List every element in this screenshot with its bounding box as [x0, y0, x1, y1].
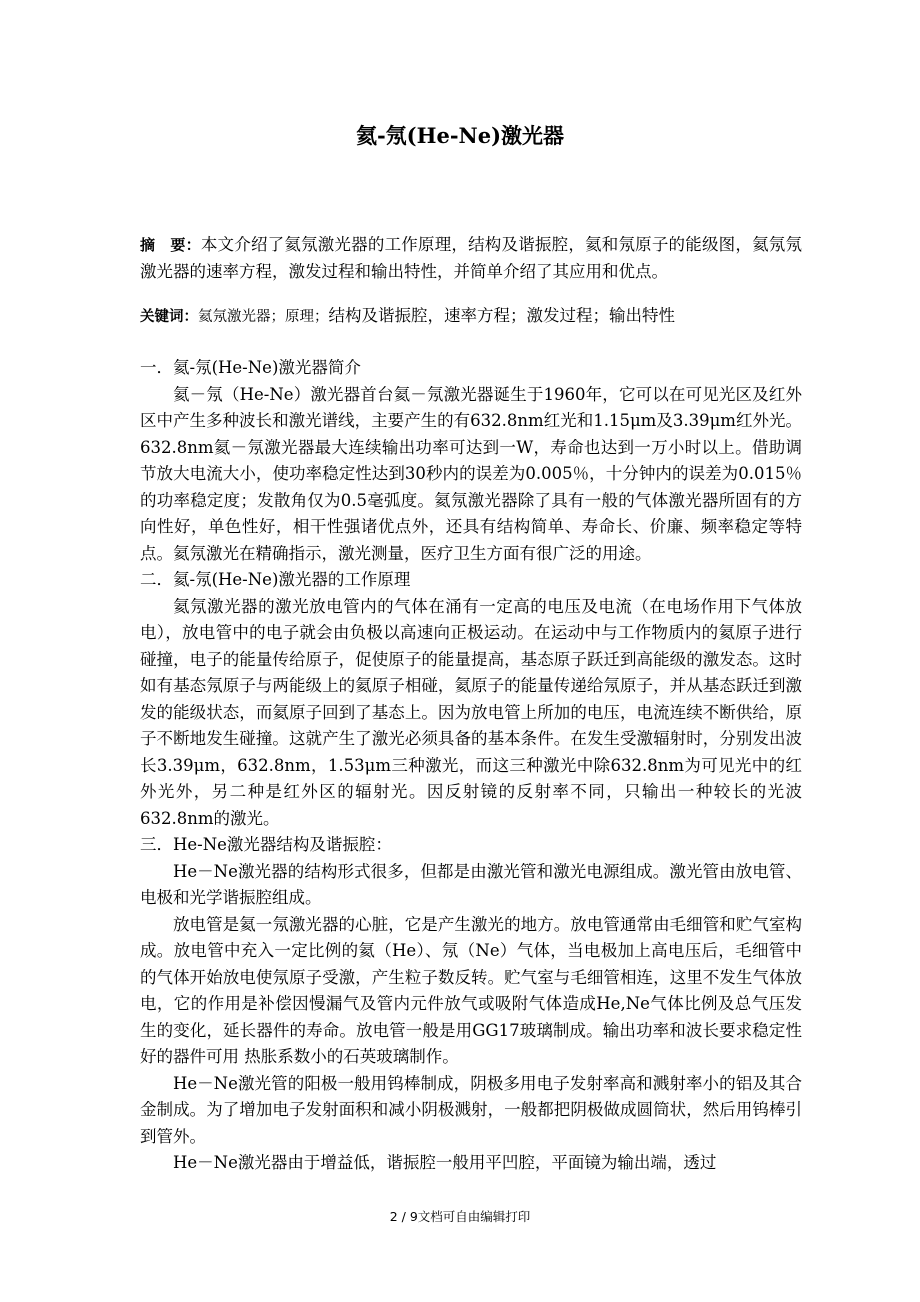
page-footer: 2 / 9文档可自由编辑打印 [389, 1209, 531, 1224]
section-heading: 三．He-Ne激光器结构及谐振腔： [140, 835, 392, 854]
document-body [140, 355, 802, 1177]
keywords-first: 氦氖激光器；原理； [198, 309, 329, 325]
abstract [140, 232, 802, 285]
abstract-label: 摘 要： [140, 236, 201, 254]
paragraph: 氦－氖（He-Ne）激光器首台氦－氖激光器诞生于1960年，它可以在可见光区及红外区中产生多种波长和激光谱线，主要产生的有632.8nm红光和1.15μm及3.39μm红外光。632.8nm氦－氖激光器最大连续输出功率可达到一W，寿命也达到一万小时以上。借助调节放大电流大小，使功率稳定性达到30秒内的误差为0.005％，十分钟内的误差为0.015％的功率稳定度；发散角仅为0.5毫弧度。氦氖激光器除了具有一般的气体激光器所固有的方向性好，单色性好，相干性强诸优点外，还具有结构简单、寿命长、价廉、频率稳定等特点。氦氖激光在精确指示，激光测量，医疗卫生方面有很广泛的用途。 [140, 384, 802, 563]
section-heading: 二．氦-氖(He-Ne)激光器的工作原理 [140, 570, 411, 589]
paragraph: He－Ne激光器的结构形式很多，但都是由激光管和激光电源组成。激光管由放电管、电极和光学谐振腔组成。 [140, 861, 802, 907]
keywords-label: 关键词： [140, 309, 198, 325]
document-title: 氦-氖(He-Ne)激光器 [355, 123, 565, 148]
keywords [140, 303, 802, 331]
paragraph: He－Ne激光器由于增益低，谐振腔一般用平凹腔，平面镜为输出端，透过 [173, 1153, 717, 1172]
section-heading: 一．氦-氖(He-Ne)激光器简介 [140, 358, 361, 377]
paragraph: He－Ne激光管的阳极一般用钨棒制成，阴极多用电子发射率高和溅射率小的铝及其合金制成。为了增加电子发射面积和减小阴极溅射，一般都把阴极做成圆筒状，然后用钨棒引到管外。 [140, 1073, 802, 1146]
paragraph: 放电管是氦一氖激光器的心脏，它是产生激光的地方。放电管通常由毛细管和贮气室构成。放电管中充入一定比例的氦（He）、氖（Ne）气体，当电极加上高电压后，毛细管中的气体开始放电使氖原子受激，产生粒子数反转。贮气室与毛细管相连，这里不发生气体放电，它的作用是补偿因慢漏气及管内元件放气或吸附气体造成He,Ne气体比例及总气压发生的变化，延长器件的寿命。放电管一般是用GG17玻璃制成。输出功率和波长要求稳定性好的器件可用 热胀系数小的石英玻璃制作。 [140, 914, 802, 1066]
paragraph: 氦氖激光器的激光放电管内的气体在涌有一定高的电压及电流（在电场作用下气体放电），放电管中的电子就会由负极以高速向正极运动。在运动中与工作物质内的氦原子进行碰撞，电子的能量传给原子，促使原子的能量提高，基态原子跃迁到高能级的激发态。这时如有基态氖原子与两能级上的氦原子相碰，氦原子的能量传递给氖原子，并从基态跃迁到激发的能级状态，而氦原子回到了基态上。因为放电管上所加的电压，电流连续不断供给，原子不断地发生碰撞。这就产生了激光必须具备的基本条件。在发生受激辐射时，分别发出波长3.39μm，632.8nm，1.53μm三种激光，而这三种激光中除632.8nm为可见光中的红外光外，另二种是红外区的辐射光。因反射镜的反射率不同，只输出一种较长的光波632.8nm的激光。 [140, 596, 802, 828]
abstract-text: 本文介绍了氦氖激光器的工作原理，结构及谐振腔，氦和氖原子的能级图，氦氖氖激光器的速率方程，激发过程和输出特性，并简单介绍了其应用和优点。 [140, 235, 802, 281]
keywords-rest: 结构及谐振腔，速率方程；激发过程；输出特性 [328, 306, 675, 325]
